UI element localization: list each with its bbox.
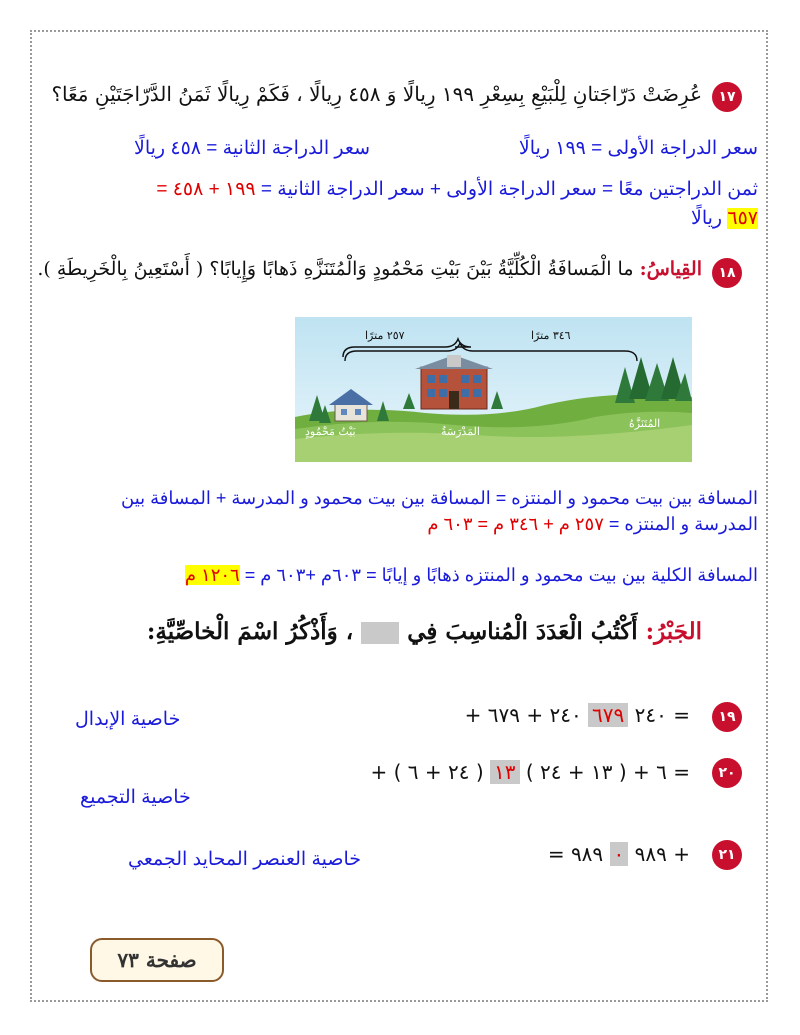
algebra-instruction-tail: ، وَأَذْكُرُ اسْمَ الْخاصِّيَّةِ: xyxy=(146,618,354,645)
distance-map-illustration xyxy=(295,317,692,462)
q18-question-line xyxy=(37,258,702,280)
q21-equation xyxy=(548,842,690,866)
q17-answer-first: سعر الدراجة الأولى = ١٩٩ ريالًا xyxy=(518,138,758,159)
q19-answer: ٦٧٩ xyxy=(588,703,628,727)
map-distance-right: ٣٤٦ مترًا xyxy=(531,329,571,342)
q18-line3-text: المسافة الكلية بين بيت محمود و المنتزه ذهابًا و إيابًا = ٦٠٣م +٦٠٣ م = xyxy=(244,565,758,585)
q20-lhs: ( ١٣ + ٢٤ ) + ٦ = xyxy=(525,760,690,784)
question-number-badge: ١٨ xyxy=(712,258,742,288)
q17-total-text: ثمن الدراجتين معًا = سعر الدراجة الأولى + سعر الدراجة الثانية = xyxy=(260,179,758,200)
q18-line2-calc: ٢٥٧ م + ٣٤٦ م = ٦٠٣ م xyxy=(427,514,604,534)
q17-answer-total xyxy=(156,178,758,201)
q18-line3-result: ١٢٠٦ م xyxy=(184,565,240,585)
question-number-badge: ١٩ xyxy=(712,702,742,732)
q17-unit: ريالًا xyxy=(691,208,723,229)
q19-lhs: ٢٤٠ + ٦٧٩ = xyxy=(487,703,690,727)
q19-equation xyxy=(465,703,690,727)
q18-answer-line3 xyxy=(185,565,758,586)
question-number-badge: ١٧ xyxy=(712,82,742,112)
q21-answer: ٠ xyxy=(610,842,629,866)
question-number-badge: ٢١ xyxy=(712,840,742,870)
q17-total-sum: ١٩٩ + ٤٥٨ = xyxy=(156,179,256,200)
q21-property: خاصية العنصر المحايد الجمعي xyxy=(128,849,362,870)
q20-answer: ١٣ xyxy=(490,760,519,784)
q18-answer-line2 xyxy=(427,514,758,535)
algebra-instruction: أَكْتُبُ الْعَدَدَ الْمُناسِبَ فِي xyxy=(407,618,638,645)
q20-equation xyxy=(370,760,690,784)
map-label-park: المُتَنَزَّهُ xyxy=(629,417,661,430)
q18-answer-line1: المسافة بين بيت محمود و المنتزه = المسافة بين بيت محمود و المدرسة + المسافة بين xyxy=(121,488,758,508)
algebra-label: الجَبْرُ: xyxy=(645,618,702,645)
q18-line2-text: المدرسة و المنتزه = xyxy=(608,514,758,534)
q20-property: خاصية التجميع xyxy=(80,787,191,808)
question-number-badge: ٢٠ xyxy=(712,758,742,788)
q17-answer-second: سعر الدراجة الثانية = ٤٥٨ ريالًا xyxy=(133,138,370,159)
map-label-school: المَدْرَسَةُ xyxy=(441,425,480,438)
q21-rhs: = ٩٨٩ xyxy=(547,842,667,866)
q17-result: ٦٥٧ xyxy=(727,208,758,229)
q19-property: خاصية الإبدال xyxy=(75,709,181,730)
page-number-label: صفحة ٧٣ xyxy=(90,938,224,982)
q18-label: القِياسُ: xyxy=(639,258,702,280)
q21-lhs: ٩٨٩ + xyxy=(570,842,690,866)
map-distance-left: ٢٥٧ مترًا xyxy=(365,329,405,342)
q17-question: عُرِضَتْ دَرّاجَتانِ لِلْبَيْعِ بِسِعْرِ ١٩٩ رِيالًا وَ ٤٥٨ رِيالًا ، فَكَمْ رِيالًا ثَمَنُ الدَّرّاجَتَيْنِ مَعًا؟ xyxy=(51,82,702,106)
q17-answer-result-line xyxy=(691,207,758,230)
q19-rhs: + ٢٤٠ xyxy=(464,703,667,727)
algebra-heading xyxy=(147,618,702,645)
q18-question: ما الْمَسافَةُ الْكُلِّيَّةُ بَيْنَ بَيْتِ مَحْمُودٍ وَالْمُتَنَزَّهِ ذَهابًا وَإِيابًا؟ ( أَسْتَعِينُ بِالْخَرِيطَةِ ). xyxy=(37,258,634,280)
map-label-house: بَيْتُ مَحْمُودٍ xyxy=(305,425,356,438)
q20-rhs: + ( ٢٤ + ٦ ) xyxy=(370,760,484,784)
blank-box-icon xyxy=(361,622,399,644)
